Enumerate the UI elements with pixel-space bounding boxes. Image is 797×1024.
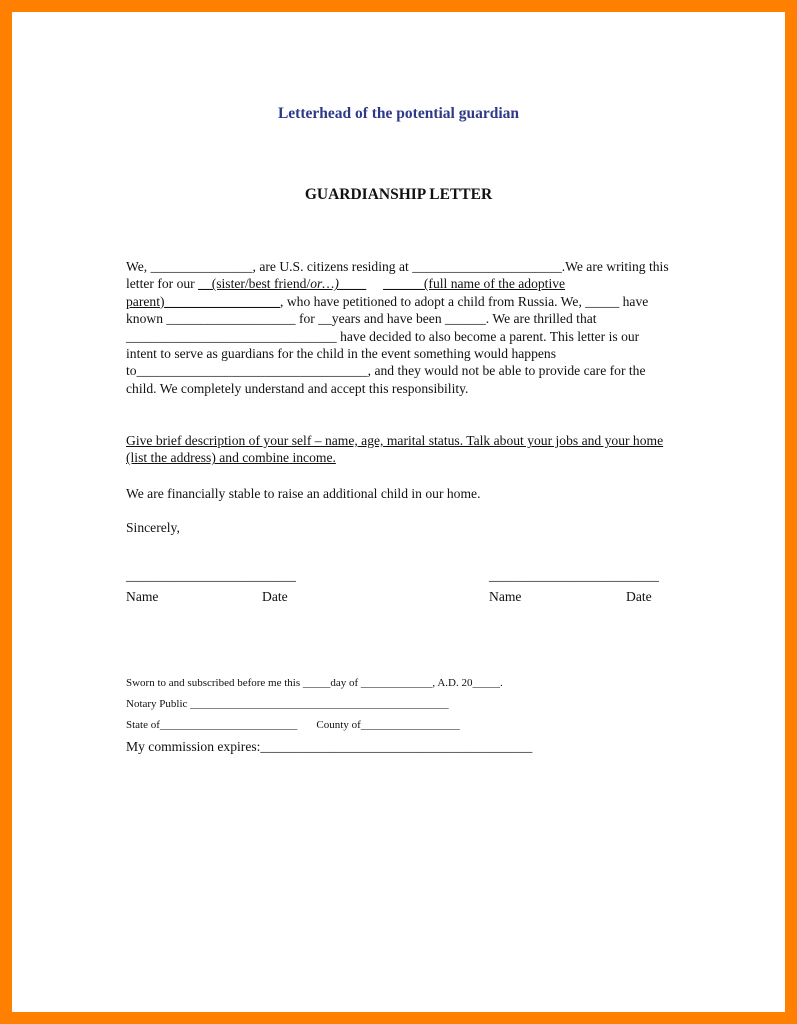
intro-spacer	[366, 276, 383, 291]
intro-paragraph	[126, 258, 671, 397]
relationship-tail: ____	[338, 276, 367, 292]
county-field: County of__________________	[316, 719, 460, 731]
document-title: GUARDIANSHIP LETTER	[304, 186, 493, 203]
signature-line-left: _________________________	[126, 568, 296, 583]
intro-text-a: We, _______________, are U.S. citizens residing at ______________________.We are writing this letter for our	[126, 259, 669, 292]
notary-sworn-line: Sworn to and subscribed before me this _____day of _____________, A.D. 20_____.	[126, 677, 503, 689]
name-label-left: Name	[126, 589, 159, 604]
commission-expires-line: My commission expires:________________________________________	[126, 739, 533, 754]
relationship-text: __(sister/best friend/	[198, 276, 311, 292]
letterhead-placeholder: Letterhead of the potential guardian	[277, 105, 520, 122]
signature-line-right: _________________________	[489, 568, 659, 583]
date-label-right: Date	[626, 589, 652, 604]
relationship-italic-text: or…)	[310, 276, 339, 292]
financial-statement: We are financially stable to raise an additional child in our home.	[126, 486, 481, 501]
name-label-right: Name	[489, 589, 522, 604]
closing-salutation: Sincerely,	[126, 520, 180, 535]
notary-state-county-line	[126, 719, 460, 731]
notary-public-line: Notary Public _______________________________________________	[126, 698, 449, 710]
date-label-left: Date	[262, 589, 288, 604]
self-description-instruction: Give brief description of your self – name, age, marital status. Talk about your jobs and your home (list the address) and combine income.	[126, 433, 664, 466]
relationship-blank	[198, 276, 366, 291]
state-field: State of_________________________	[126, 719, 298, 731]
adoptive-parent-blank: ______(full name of the adoptive parent)_________________	[126, 276, 566, 309]
intro-text-f: , who have petitioned to adopt a child from Russia. We, _____ have known ___________________ for __years and have been ______. We are thrilled that _______________________________ have decided to also become a parent. This letter is our intent to serve as guardians for the child in the event something would happens to__________________________________, and they would not be able to provide care for the child. We completely understand and accept this responsibility.	[126, 293, 649, 396]
